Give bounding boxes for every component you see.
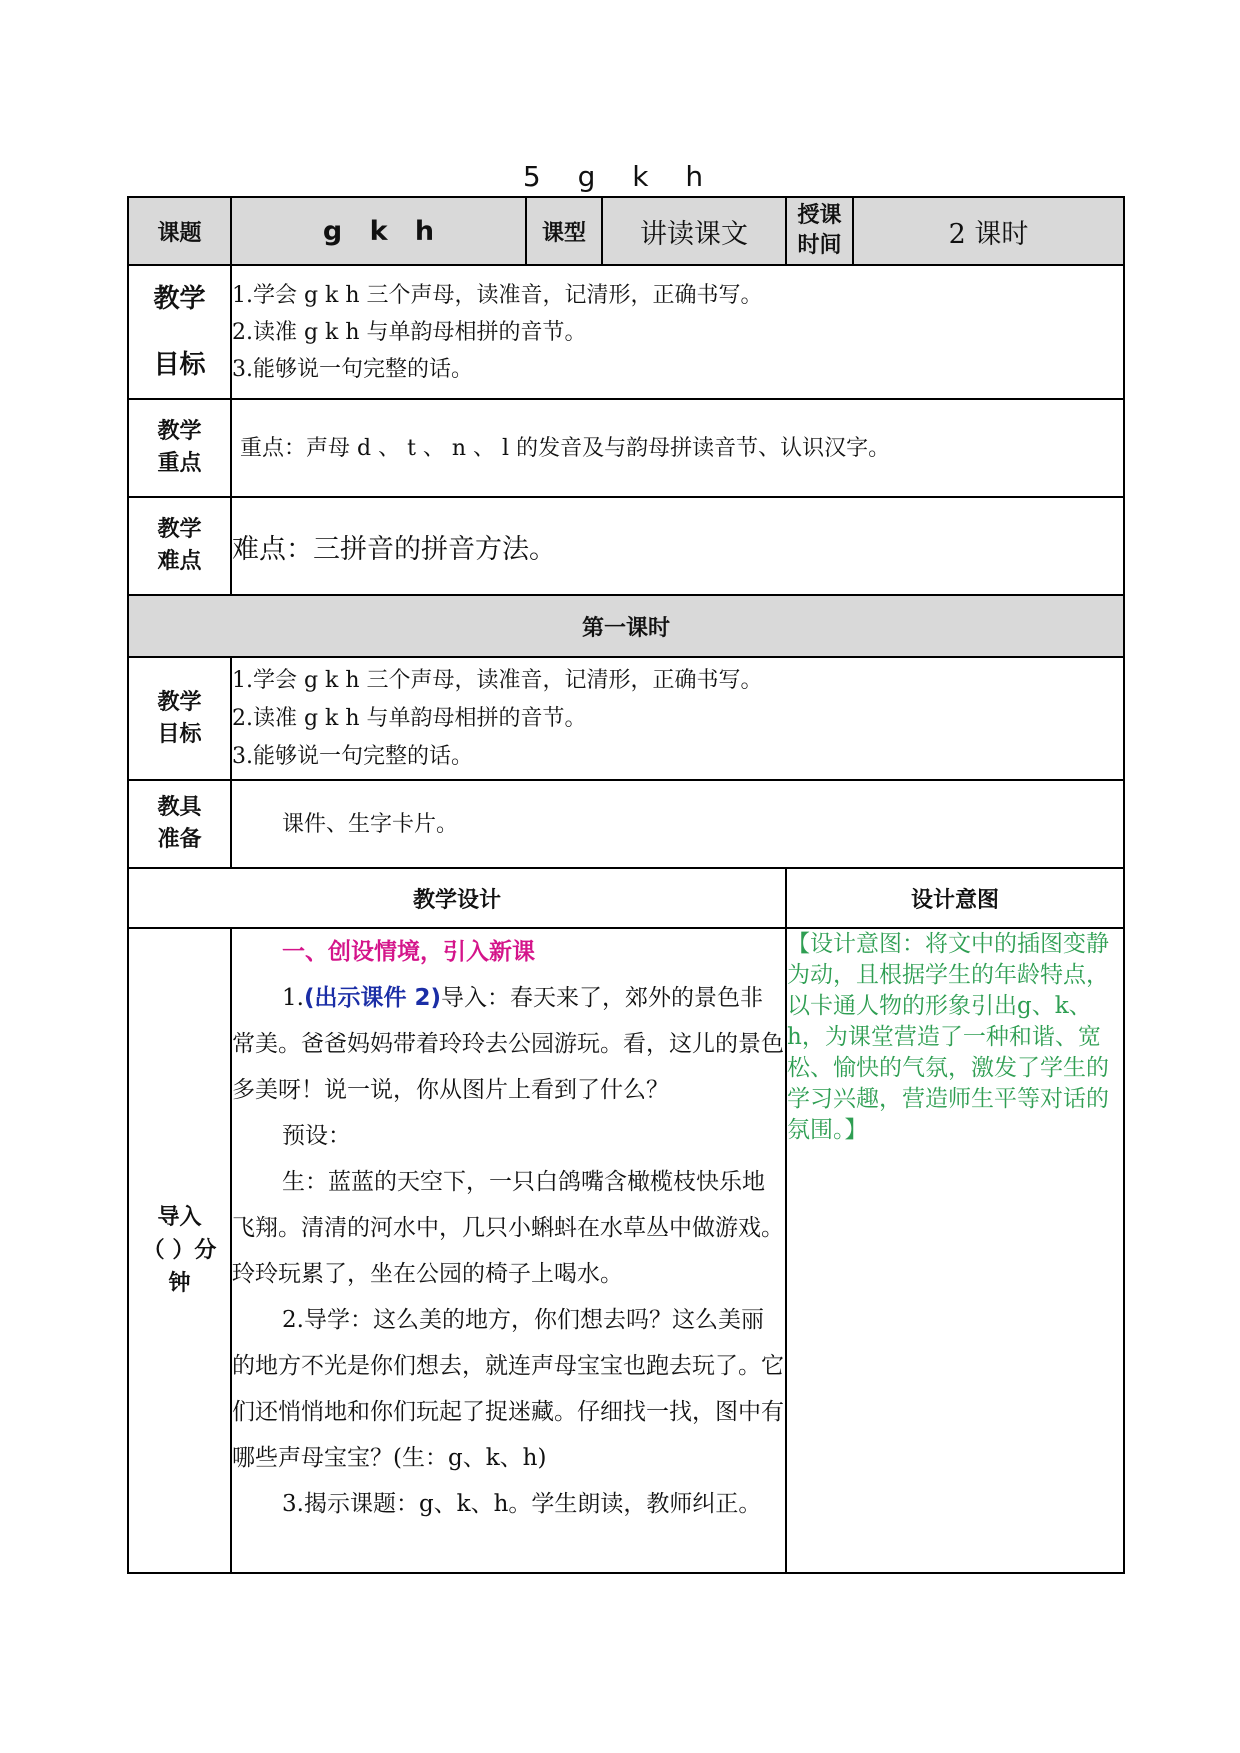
label-intro-line1: 导入 (157, 1205, 202, 1230)
lesson1-title: 第一课时 (128, 595, 1124, 657)
goals-row (128, 265, 1124, 399)
time-value: 2 课时 (853, 197, 1124, 265)
lesson1-goal-item: 3.能够说一句完整的话。 (232, 743, 473, 769)
label-intro-line3: 钟 (168, 1271, 191, 1296)
label-intro (128, 928, 231, 1573)
label-goals (128, 265, 231, 399)
label-tools-line1: 教具 (157, 795, 202, 820)
label-lesson1-goals-line2: 目标 (157, 721, 202, 747)
label-lesson1-goals (128, 657, 231, 780)
section-heading: 一、创设情境，引入新课 (282, 939, 535, 965)
intro-section-row (128, 928, 1124, 1573)
tools-row (128, 780, 1124, 868)
goal-item: 3.能够说一句完整的话。 (232, 356, 473, 382)
label-topic: 课题 (128, 197, 231, 265)
design-header-left: 教学设计 (128, 868, 786, 928)
lesson1-title-row (128, 595, 1124, 657)
lesson1-goal-item: 2.读准 g k h 与单韵母相拼的音节。 (232, 705, 587, 731)
label-keypoint-line2: 重点 (157, 451, 202, 476)
label-tools-line2: 准备 (157, 827, 202, 852)
goal-item: 1.学会 g k h 三个声母，读准音，记清形，正确书写。 (232, 282, 763, 308)
design-paragraph-3: 生：蓝蓝的天空下，一只白鸽嘴含橄榄枝快乐地飞翔。清清的河水中，几只小蝌蚪在水草丛中做游戏。玲玲玩累了，坐在公园的椅子上喝水。 (232, 1169, 784, 1287)
design-header-row (128, 868, 1124, 928)
design-content (231, 928, 786, 1573)
lesson-plan-table (127, 196, 1125, 1574)
lesson1-goals-row (128, 657, 1124, 780)
p1-text: 导入：春天来了，郊外的景色非常美。爸爸妈妈带着玲玲去公园游玩。看，这儿的景色多美呀！说一说，你从图片上看到了什么？ (232, 985, 784, 1103)
lesson1-goals-list (231, 657, 1124, 780)
label-difficulty (128, 497, 231, 595)
goal-item: 2.读准 g k h 与单韵母相拼的音节。 (232, 319, 587, 345)
label-time (786, 197, 853, 265)
label-difficulty-line2: 难点 (157, 549, 202, 574)
difficulty-text: 难点：三拼音的拼音方法。 (231, 497, 1124, 595)
label-keypoint (128, 399, 231, 497)
tools-text: 课件、生字卡片。 (231, 780, 1124, 868)
label-keypoint-line1: 教学 (157, 419, 202, 444)
header-row (128, 197, 1124, 265)
design-paragraph-2: 预设： (282, 1123, 351, 1149)
label-difficulty-line1: 教学 (157, 517, 202, 542)
label-goals-line1: 教学 (153, 284, 206, 314)
difficulty-row (128, 497, 1124, 595)
label-time-line2: 时间 (797, 233, 842, 258)
label-time-line1: 授课 (797, 203, 842, 228)
document-title: 5 g k h (522, 160, 718, 193)
design-paragraph-4: 2.导学：这么美的地方，你们想去吗？这么美丽的地方不光是你们想去，就连声母宝宝也跑去玩了。它们还悄悄地和你们玩起了捉迷藏。仔细找一找，图中有哪些声母宝宝？(生：g、k、h) (232, 1307, 784, 1471)
label-goals-line2: 目标 (153, 350, 206, 380)
keypoint-row (128, 399, 1124, 497)
label-lesson1-goals-line1: 教学 (157, 689, 202, 715)
design-paragraph-5: 3.揭示课题：g、k、h。学生朗读，教师纠正。 (282, 1491, 762, 1517)
keypoint-text: 重点：声母 d 、 t 、 n 、 l 的发音及与韵母拼读音节、认识汉字。 (231, 399, 1124, 497)
topic-value: g k h (231, 197, 526, 265)
type-value: 讲读课文 (602, 197, 786, 265)
label-type: 课型 (526, 197, 602, 265)
label-tools (128, 780, 231, 868)
design-paragraph-1 (232, 975, 785, 1113)
courseware-tag: (出示课件 2) (303, 985, 441, 1011)
p1-number: 1. (282, 985, 304, 1011)
design-header-right: 设计意图 (786, 868, 1124, 928)
label-intro-line2: （ ）分 (142, 1238, 217, 1263)
goals-list (231, 265, 1124, 399)
design-intent: 【设计意图：将文中的插图变静为动，且根据学生的年龄特点，以卡通人物的形象引出g、k、h，为课堂营造了一种和谐、宽松、愉快的气氛，激发了学生的学习兴趣，营造师生平等对话的氛围。】 (786, 928, 1124, 1573)
lesson1-goal-item: 1.学会 g k h 三个声母，读准音，记清形，正确书写。 (232, 667, 763, 693)
